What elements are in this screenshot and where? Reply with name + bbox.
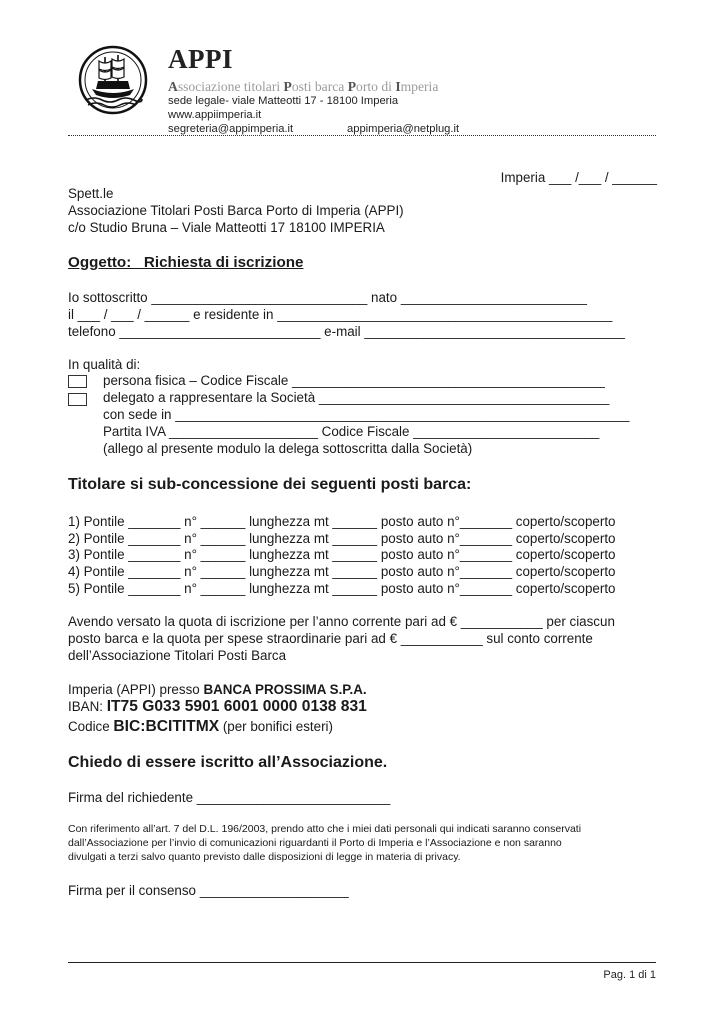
signature-consent[interactable]: Firma per il consenso ____________________ [68, 883, 349, 898]
delega-note: (allego al presente modulo la delega sottoscritta dalla Società) [103, 441, 473, 456]
org-email-primary[interactable]: segreteria@appimperia.it [168, 123, 294, 135]
payment-line-1: Avendo versato la quota di iscrizione per l’anno corrente pari ad € ___________ per ciascun [68, 614, 615, 629]
bic-note: (per bonifici esteri) [219, 719, 333, 734]
codice-label: Codice [68, 719, 114, 734]
subject-heading: Oggetto: Richiesta di iscrizione [68, 254, 304, 271]
org-abbreviation: APPI [168, 44, 233, 74]
delegato-checkbox[interactable] [68, 393, 87, 406]
qualita-label: In qualità di: [68, 357, 141, 372]
signature-applicant[interactable]: Firma del richiedente __________________________ [68, 790, 391, 805]
recipient-salutation: Spett.le [68, 186, 114, 201]
pontile-row: 2) Pontile _______ n° ______ lunghezza mt ______ posto auto n°_______ coperto/scoperto [68, 531, 616, 546]
request-heading: Chiedo di essere iscritto all’Associazione. [68, 754, 388, 771]
pontile-row: 4) Pontile _______ n° ______ lunghezza mt ______ posto auto n°_______ coperto/scoperto [68, 564, 616, 579]
pontile-row: 1) Pontile _______ n° ______ lunghezza mt ______ posto auto n°_______ coperto/scoperto [68, 514, 616, 529]
ship-logo-icon [78, 45, 148, 115]
recipient-name: Associazione Titolari Posti Barca Porto di Imperia (APPI) [68, 203, 404, 218]
bank-name: BANCA PROSSIMA S.P.A. [203, 682, 367, 697]
personal-line-residence: il ___ / ___ / ______ e residente in _____________________________________________ [68, 307, 613, 322]
header-divider [68, 135, 656, 136]
privacy-line-1: Con riferimento all’art. 7 del D.L. 196/2003, prendo atto che i miei dati personali qui indicati saranno conservati [68, 823, 582, 835]
titolare-heading: Titolare si sub-concessione dei seguenti posti barca: [68, 476, 472, 493]
payment-line-2: posto barca e la quota per spese straordinarie pari ad € ___________ sul conto corrente [68, 631, 593, 646]
date-line: Imperia ___ /___ / ______ [500, 170, 657, 185]
pontile-row: 5) Pontile _______ n° ______ lunghezza mt ______ posto auto n°_______ coperto/scoperto [68, 581, 616, 596]
org-email-secondary[interactable]: appimperia@netplug.it [347, 123, 460, 135]
bic-line [68, 718, 333, 736]
bank-prefix: Imperia (APPI) presso [68, 682, 204, 697]
org-address: sede legale- viale Matteotti 17 - 18100 Imperia [168, 95, 399, 107]
privacy-line-2: dall’Associazione per l’invio di comunicazioni riguardanti il Porto di Imperia e l’Associazione e non saranno [68, 837, 562, 849]
page-number: Pag. 1 di 1 [603, 969, 656, 981]
bic-value: BCITITMX [145, 718, 220, 735]
partita-iva-line: Partita IVA ____________________ Codice Fiscale _________________________ [103, 424, 600, 439]
iban-label: IBAN: [68, 699, 107, 714]
persona-fisica-option: persona fisica – Codice Fiscale __________________________________________ [103, 373, 605, 388]
org-fullname: Associazione titolari Posti barca Porto di Imperia [168, 79, 439, 94]
recipient-address: c/o Studio Bruna – Viale Matteotti 17 18100 IMPERIA [68, 220, 385, 235]
iban-line [68, 698, 367, 716]
bic-label: BIC: [113, 718, 146, 735]
pontile-row: 3) Pontile _______ n° ______ lunghezza mt ______ posto auto n°_______ coperto/scoperto [68, 547, 616, 562]
footer-divider [68, 962, 656, 963]
personal-line-name: Io sottoscritto _____________________________ nato _________________________ [68, 290, 588, 305]
org-website[interactable]: www.appiimperia.it [168, 109, 262, 121]
payment-line-3: dell’Associazione Titolari Posti Barca [68, 648, 287, 663]
sede-line: con sede in _____________________________________________________________ [103, 407, 630, 422]
personal-line-contact: telefono ___________________________ e-mail ___________________________________ [68, 324, 625, 339]
privacy-line-3: divulgati a terzi salvo quanto previsto dalle disposizioni di legge in materia di privacy. [68, 851, 461, 863]
bank-line [68, 682, 367, 699]
delegato-option: delegato a rappresentare la Società _______________________________________ [103, 390, 610, 405]
iban-value: IT75 G033 5901 6001 0000 0138 831 [106, 698, 367, 715]
persona-fisica-checkbox[interactable] [68, 375, 87, 388]
